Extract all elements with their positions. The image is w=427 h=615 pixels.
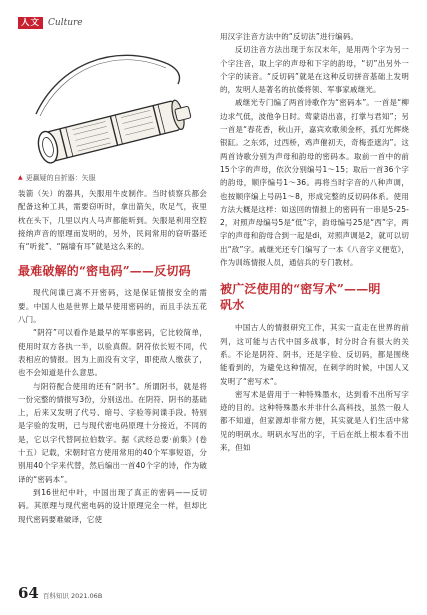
body-paragraph: 现代间谍已离不开密码，这是保证情报安全的需要。中国人也是世界上最早使用密码的，而且手法五花八门。 <box>18 288 207 325</box>
section-badge: 人文 <box>18 17 43 29</box>
section-header <box>18 16 83 30</box>
page-number: 64 <box>18 584 39 602</box>
caption-text: 更赢疑的自折器：矢服 <box>25 174 96 182</box>
section-heading <box>220 281 409 313</box>
heading-line: 矾水 <box>220 298 245 313</box>
body-paragraph: 密写术是借用于一种特殊墨水，达到看不出所写字迹的目的。这种特殊墨水并非什么高科技，虽然一般人都不知道，但家源却非常方便，其实就是人们生活中常见的明矾水。明矾水写出的字，干后在纸上根本看不出来，但如 <box>220 389 409 453</box>
body-paragraph: 反切注音方法出现于东汉末年，是用两个字为另一个字注音，取上字的声母和下字的韵母，“切”出另外一个字的读音。“反切码”就是在这种反切拼音基础上发明的，发明人是著名的抗倭将领、军事家戚继光。 <box>220 45 409 95</box>
body-paragraph: 用汉字注音方法中的“反切法”进行编码。 <box>220 32 359 41</box>
body-paragraph: “阴符”可以看作是最早的军事密码，它比较简单，使用时双方各执一半，以验真假。阴符依长短不同，代表相应的情报。因为上面没有文字，即使敌人缴获了，也不会知道是什么意思。 <box>18 328 207 378</box>
body-paragraph: 戚继光专门编了两首诗歌作为“密码本”。一首是“柳边求气低，波他争日时。莺蒙语出喜，打掌与君知”；另一首是“春花香，秋山开，嘉宾欢歌须金杯，孤灯光辉烧银缸。之东郊，过西桥，鸡声催初天，奇梅歪遮沟”。这两首诗歌分别为声母和韵母的密码本。取前一首中的前15个字的声母，依次分别编号1～15；取后一首36个字的韵母，顺序编号1～36。再将当时字音的八种声调，也按顺序编上号码1～8，形成完整的反切码体系。使用方法大概是这样：如送回的情报上的密码有一串是5-25-2，对照声母编号5是“低”字，韵母编号25是“西”字，两字的声母和韵母合到一起是di，对照声调是2，就可以切出“敌”字。戚继光还专门编写了一本《八音字义便览》，作为训练情报人员，通信兵的专门教材。 <box>220 98 409 268</box>
page-footer <box>18 584 102 602</box>
heading-line: 被广泛使用的“密写术”——明 <box>220 282 381 297</box>
body-paragraph: 到16世纪中叶，中国出现了真正的密码——反切码。其原理与现代密电码的设计原理完全一样，但却比现代密码要难破译，它使 <box>18 487 207 524</box>
body-paragraph: 与阴符配合使用的还有“阴书”。所谓阴书，就是将一份完整的情报写3份，分别送出。在阴符、阴书的基础上，后来又发明了代号、暗号、字验等间谍手段。特别是字验的发明，已与现代密电码原理十分接近，不同的是，它以字代替阿拉伯数字。据《武经总要·前集》(卷十五）记载，宋朝时官方使用常用的40个军事短语，分别用40个字来代替，然后编出一首40个字的诗，作为破译的“密码本”。 <box>18 381 207 484</box>
body-paragraph: 装箭（矢）的器具，矢服用牛皮制作。当时侦察兵都会配备这种工具，需要窃听时，拿出箭矢，吹足气，夜里枕在头下，几里以内人马声都能听到。矢服是利用空腔接纳声音的原理而发明的，另外，民间常用的窃听器还有“听瓮”、“隔墙有耳”就是这么来的。 <box>18 189 207 252</box>
caption-marker-icon: ▲ <box>18 174 23 181</box>
figure-caption <box>18 173 207 183</box>
issue-label: 百科知识 2021.06B <box>42 592 103 600</box>
quiver-drawing <box>18 36 207 171</box>
section-english-label: Culture <box>48 18 83 28</box>
body-paragraph: 中国古人的情报研究工作，其实一直走在世界的前列，这可能与古代中国多战事，时分时合有很大的关系。不论是阴符、阴书，还是字验、反切码，都是围绕能看到的，为避免这种情况，在刺学的时候，中国人又发明了“密写术”。 <box>220 323 409 386</box>
right-column <box>220 30 409 454</box>
quiver-illustration <box>18 36 207 171</box>
left-column <box>18 30 207 526</box>
section-heading: 最难破解的“密电码”——反切码 <box>18 264 191 279</box>
